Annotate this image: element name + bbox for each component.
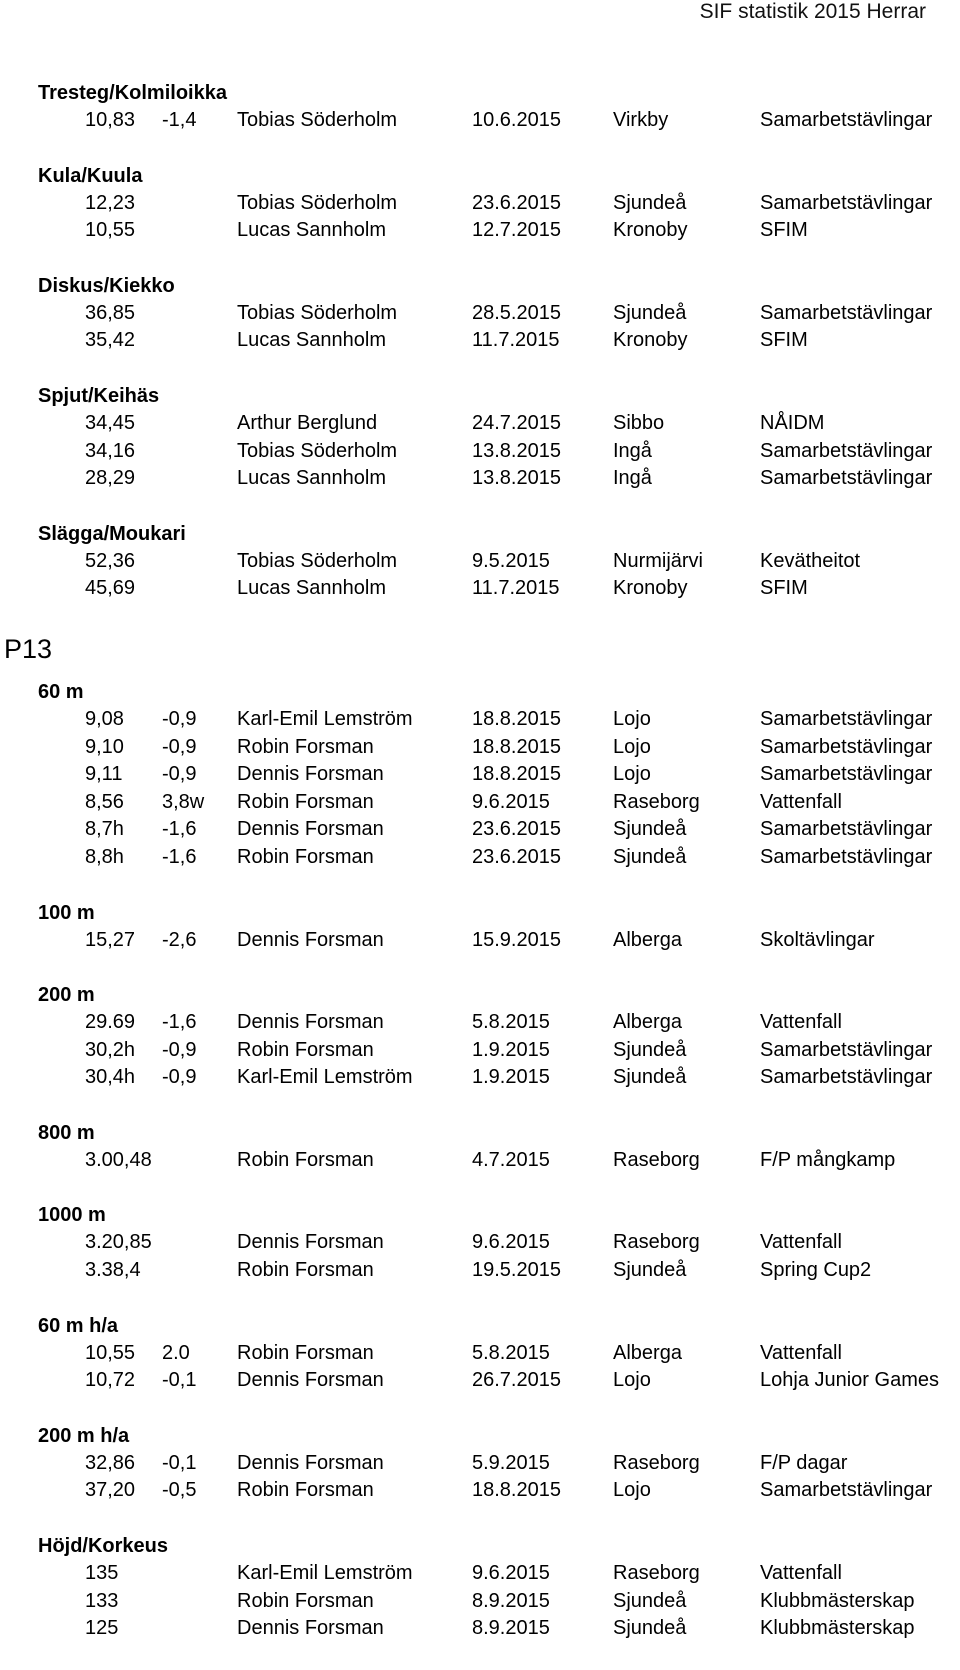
result-meet: Samarbetstävlingar (760, 763, 933, 786)
event-title: 60 m (38, 680, 84, 703)
result-row (0, 548, 960, 576)
result-result: 9,11 (85, 763, 123, 786)
result-result: 35,42 (85, 329, 136, 352)
result-place: Lojo (613, 1369, 651, 1392)
result-meet: Skoltävlingar (760, 928, 875, 951)
result-date: 5.9.2015 (472, 1451, 550, 1474)
result-place: Raseborg (613, 1148, 700, 1171)
age-group-title: P13 (4, 633, 53, 664)
result-meet: Klubbmästerskap (760, 1617, 915, 1640)
result-result: 28,29 (85, 467, 136, 490)
result-row (0, 1340, 960, 1368)
result-row (0, 844, 960, 872)
result-row (0, 1064, 960, 1092)
result-place: Alberga (613, 928, 682, 951)
result-place: Kronoby (613, 219, 688, 242)
result-place: Sjundeå (613, 1617, 687, 1640)
result-wind: 3,8w (162, 790, 205, 813)
event-title: 200 m (38, 984, 95, 1007)
result-row (0, 761, 960, 789)
result-athlete: Tobias Söderholm (237, 301, 398, 324)
result-place: Raseborg (613, 1562, 700, 1585)
result-meet: F/P dagar (760, 1451, 848, 1474)
result-wind: -0,1 (162, 1451, 197, 1474)
result-result: 3.20,85 (85, 1231, 152, 1254)
result-row (0, 927, 960, 955)
result-place: Sjundeå (613, 1589, 687, 1612)
result-athlete: Dennis Forsman (237, 763, 384, 786)
event-section (0, 1312, 960, 1422)
result-athlete: Tobias Söderholm (237, 549, 398, 572)
result-wind: -1,6 (162, 818, 197, 841)
result-meet: Samarbetstävlingar (760, 818, 933, 841)
result-place: Sjundeå (613, 845, 687, 868)
result-place: Raseborg (613, 790, 700, 813)
result-result: 30,2h (85, 1038, 136, 1061)
result-date: 18.8.2015 (472, 707, 561, 730)
result-date: 24.7.2015 (472, 411, 561, 434)
event-section (0, 79, 960, 162)
result-date: 18.8.2015 (472, 735, 561, 758)
result-meet: Samarbetstävlingar (760, 1038, 933, 1061)
result-row (0, 1367, 960, 1395)
result-athlete: Dennis Forsman (237, 1369, 384, 1392)
result-athlete: Dennis Forsman (237, 1231, 384, 1254)
result-row (0, 1477, 960, 1505)
result-meet: Spring Cup2 (760, 1259, 872, 1282)
result-place: Nurmijärvi (613, 549, 703, 572)
result-wind: -1,6 (162, 845, 197, 868)
result-athlete: Robin Forsman (237, 735, 374, 758)
result-place: Ingå (613, 467, 652, 490)
result-result: 9,08 (85, 707, 124, 730)
event-section (0, 899, 960, 982)
result-wind: -1,4 (162, 109, 197, 131)
result-place: Lojo (613, 763, 651, 786)
result-date: 1.9.2015 (472, 1038, 550, 1061)
result-date: 11.7.2015 (472, 329, 560, 352)
result-athlete: Robin Forsman (237, 1259, 374, 1282)
result-meet: F/P mångkamp (760, 1148, 896, 1171)
result-result: 3.38,4 (85, 1259, 141, 1282)
event-section (0, 1532, 960, 1670)
result-meet: Samarbetstävlingar (760, 439, 933, 462)
result-place: Sjundeå (613, 191, 687, 214)
result-wind: -0,9 (162, 1066, 197, 1089)
result-athlete: Arthur Berglund (237, 411, 378, 434)
event-section (0, 1422, 960, 1532)
result-row (0, 1229, 960, 1257)
result-athlete: Robin Forsman (237, 790, 374, 813)
statistics-list (0, 79, 960, 1670)
result-date: 13.8.2015 (472, 439, 561, 462)
result-place: Sibbo (613, 411, 665, 434)
result-result: 133 (85, 1589, 119, 1612)
result-result: 12,23 (85, 191, 136, 214)
result-place: Alberga (613, 1011, 682, 1034)
event-section (0, 162, 960, 272)
result-meet: Samarbetstävlingar (760, 191, 933, 214)
result-meet: Vattenfall (760, 1562, 842, 1585)
result-result: 34,45 (85, 411, 136, 434)
event-section (0, 520, 960, 630)
result-athlete: Robin Forsman (237, 1341, 374, 1364)
result-athlete: Lucas Sannholm (237, 219, 386, 242)
result-date: 18.8.2015 (472, 763, 561, 786)
result-row (0, 465, 960, 493)
event-title: 100 m (38, 901, 95, 924)
event-section (0, 272, 960, 382)
result-result: 45,69 (85, 577, 136, 600)
result-result: 135 (85, 1562, 119, 1585)
event-title: Spjut/Keihäs (38, 384, 160, 407)
result-date: 13.8.2015 (472, 467, 561, 490)
result-row (0, 575, 960, 603)
event-title: Kula/Kuula (38, 164, 143, 187)
result-date: 8.9.2015 (472, 1617, 550, 1640)
result-athlete: Tobias Söderholm (237, 109, 398, 131)
result-row (0, 816, 960, 844)
result-row (0, 1257, 960, 1285)
result-result: 8,7h (85, 818, 124, 841)
event-section (0, 382, 960, 520)
result-place: Lojo (613, 1479, 651, 1502)
result-row (0, 1588, 960, 1616)
result-date: 26.7.2015 (472, 1369, 561, 1392)
result-place: Kronoby (613, 577, 688, 600)
result-athlete: Karl-Emil Lemström (237, 707, 413, 730)
result-meet: Samarbetstävlingar (760, 109, 933, 131)
result-athlete: Lucas Sannholm (237, 329, 386, 352)
result-wind: -0,5 (162, 1479, 197, 1502)
result-date: 10.6.2015 (472, 109, 561, 131)
result-wind: -0,9 (162, 763, 197, 786)
result-meet: Samarbetstävlingar (760, 1479, 933, 1502)
event-title: Tresteg/Kolmiloikka (38, 82, 227, 104)
result-date: 11.7.2015 (472, 577, 560, 600)
result-date: 9.6.2015 (472, 1231, 550, 1254)
result-meet: SFIM (760, 219, 808, 242)
result-result: 8,56 (85, 790, 124, 813)
result-place: Kronoby (613, 329, 688, 352)
result-row (0, 107, 960, 135)
result-meet: Klubbmästerskap (760, 1589, 915, 1612)
result-wind: -2,6 (162, 928, 197, 951)
result-meet: Samarbetstävlingar (760, 707, 933, 730)
result-result: 10,55 (85, 1341, 136, 1364)
result-meet: NÅIDM (760, 411, 825, 434)
result-place: Sjundeå (613, 818, 687, 841)
event-section (0, 1201, 960, 1311)
result-date: 23.6.2015 (472, 191, 561, 214)
result-meet: SFIM (760, 577, 808, 600)
result-date: 9.6.2015 (472, 1562, 550, 1585)
result-date: 15.9.2015 (472, 928, 561, 951)
result-date: 5.8.2015 (472, 1011, 550, 1034)
result-meet: SFIM (760, 329, 808, 352)
result-athlete: Robin Forsman (237, 1589, 374, 1612)
result-row (0, 1615, 960, 1643)
result-wind: -0,9 (162, 735, 197, 758)
result-date: 5.8.2015 (472, 1341, 550, 1364)
result-row (0, 706, 960, 734)
result-meet: Vattenfall (760, 790, 842, 813)
result-meet: Samarbetstävlingar (760, 735, 933, 758)
result-place: Ingå (613, 439, 652, 462)
result-date: 28.5.2015 (472, 301, 561, 324)
result-place: Sjundeå (613, 1066, 687, 1089)
result-athlete: Dennis Forsman (237, 1617, 384, 1640)
page-header-title: SIF statistik 2015 Herrar (699, 0, 926, 23)
result-athlete: Robin Forsman (237, 1479, 374, 1502)
result-meet: Kevätheitot (760, 549, 861, 572)
result-place: Sjundeå (613, 1038, 687, 1061)
result-date: 9.6.2015 (472, 790, 550, 813)
result-athlete: Lucas Sannholm (237, 467, 386, 490)
result-meet: Samarbetstävlingar (760, 467, 933, 490)
result-result: 10,72 (85, 1369, 136, 1392)
result-athlete: Tobias Söderholm (237, 439, 398, 462)
result-row (0, 1560, 960, 1588)
result-row (0, 1037, 960, 1065)
result-date: 12.7.2015 (472, 219, 561, 242)
result-place: Lojo (613, 735, 651, 758)
result-result: 32,86 (85, 1451, 136, 1474)
age-group (0, 79, 960, 630)
result-row (0, 327, 960, 355)
event-section (0, 678, 960, 899)
result-place: Virkby (613, 109, 669, 131)
result-meet: Lohja Junior Games (760, 1369, 939, 1392)
result-row (0, 190, 960, 218)
event-title: Höjd/Korkeus (38, 1535, 169, 1558)
result-athlete: Karl-Emil Lemström (237, 1562, 413, 1585)
result-athlete: Dennis Forsman (237, 1011, 384, 1034)
result-result: 34,16 (85, 439, 136, 462)
result-wind: -0,1 (162, 1369, 197, 1392)
result-result: 29.69 (85, 1011, 136, 1034)
result-date: 19.5.2015 (472, 1259, 561, 1282)
result-result: 125 (85, 1617, 119, 1640)
result-result: 52,36 (85, 549, 136, 572)
result-place: Lojo (613, 707, 651, 730)
result-result: 3.00,48 (85, 1148, 152, 1171)
result-athlete: Karl-Emil Lemström (237, 1066, 413, 1089)
result-result: 30,4h (85, 1066, 136, 1089)
result-place: Sjundeå (613, 1259, 687, 1282)
event-title: 800 m (38, 1121, 95, 1144)
result-athlete: Robin Forsman (237, 1038, 374, 1061)
result-place: Sjundeå (613, 301, 687, 324)
age-group (0, 630, 960, 1670)
event-title: 200 m h/a (38, 1424, 130, 1447)
result-meet: Samarbetstävlingar (760, 1066, 933, 1089)
result-date: 9.5.2015 (472, 549, 550, 572)
result-meet: Samarbetstävlingar (760, 845, 933, 868)
result-wind: -0,9 (162, 707, 197, 730)
result-date: 18.8.2015 (472, 1479, 561, 1502)
result-result: 9,10 (85, 735, 124, 758)
result-result: 15,27 (85, 928, 136, 951)
result-place: Alberga (613, 1341, 682, 1364)
result-row (0, 1450, 960, 1478)
result-row (0, 300, 960, 328)
result-place: Raseborg (613, 1231, 700, 1254)
result-row (0, 1147, 960, 1175)
result-row (0, 438, 960, 466)
event-title: 1000 m (38, 1204, 106, 1227)
result-date: 4.7.2015 (472, 1148, 550, 1171)
result-athlete: Robin Forsman (237, 845, 374, 868)
result-date: 23.6.2015 (472, 818, 561, 841)
result-date: 1.9.2015 (472, 1066, 550, 1089)
result-meet: Vattenfall (760, 1341, 842, 1364)
result-row (0, 734, 960, 762)
result-athlete: Dennis Forsman (237, 818, 384, 841)
result-wind: 2.0 (162, 1341, 190, 1364)
result-row (0, 1009, 960, 1037)
result-place: Raseborg (613, 1451, 700, 1474)
event-title: 60 m h/a (38, 1314, 119, 1337)
event-section (0, 1119, 960, 1202)
result-athlete: Robin Forsman (237, 1148, 374, 1171)
result-athlete: Dennis Forsman (237, 1451, 384, 1474)
event-section (0, 981, 960, 1119)
result-result: 36,85 (85, 301, 136, 324)
result-athlete: Lucas Sannholm (237, 577, 386, 600)
result-meet: Vattenfall (760, 1011, 842, 1034)
result-row (0, 217, 960, 245)
result-date: 23.6.2015 (472, 845, 561, 868)
result-wind: -0,9 (162, 1038, 197, 1061)
result-row (0, 789, 960, 817)
result-meet: Vattenfall (760, 1231, 842, 1254)
result-date: 8.9.2015 (472, 1589, 550, 1612)
result-meet: Samarbetstävlingar (760, 301, 933, 324)
result-row (0, 410, 960, 438)
result-wind: -1,6 (162, 1011, 197, 1034)
result-athlete: Dennis Forsman (237, 928, 384, 951)
result-result: 10,55 (85, 219, 136, 242)
event-title: Slägga/Moukari (38, 522, 186, 545)
result-result: 10,83 (85, 109, 136, 131)
event-title: Diskus/Kiekko (38, 274, 175, 297)
result-athlete: Tobias Söderholm (237, 191, 398, 214)
result-result: 8,8h (85, 845, 124, 868)
result-result: 37,20 (85, 1479, 136, 1502)
